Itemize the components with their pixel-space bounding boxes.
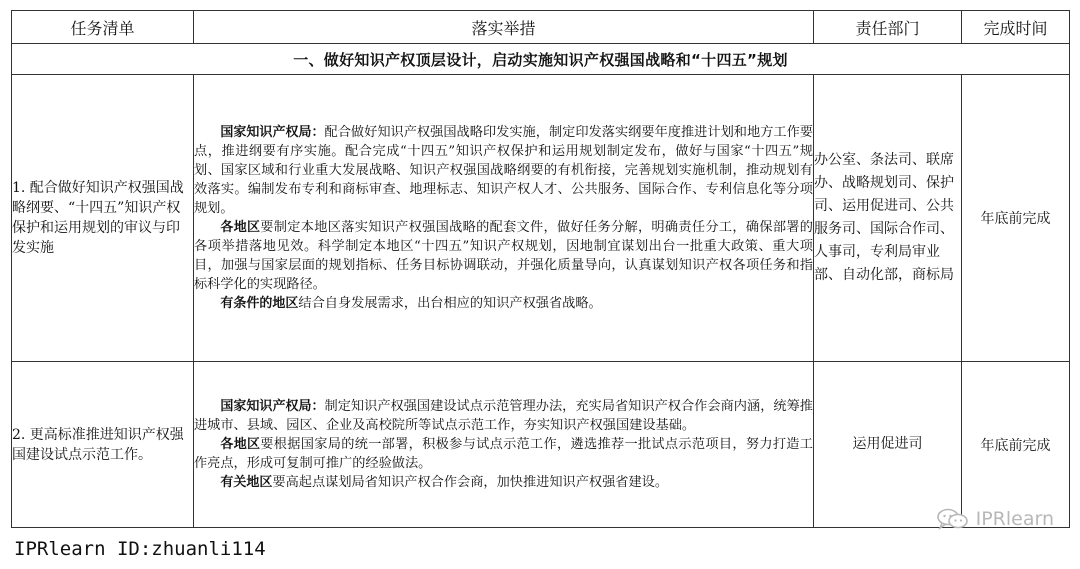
section-row [12, 44, 1070, 75]
footer-id: IPRlearn ID:zhuanli114 [14, 538, 266, 560]
measures-cell [194, 75, 814, 362]
header-deadline: 完成时间 [962, 11, 1070, 44]
measure-lead: 国家知识产权局： [220, 399, 325, 414]
measure-paragraph [194, 218, 813, 294]
wechat-icon [936, 508, 970, 530]
measure-lead: 有条件的地区 [220, 296, 299, 311]
measure-text: 配合做好知识产权强国战略印发实施，制定印发落实纲要年度推进计划和地方工作要点，推进纲要有序实施。配合完成“十四五”知识产权保护和运用规划制定发布，做好与国家“十四五”规划、国家区域和行业重大发展战略、知识产权强国战略纲要的有机衔接，完善规划实施机制，推动规划有效落实。编制发布专利和商标审查、地理标志、知识产权人才、公共服务、国际合作、专利信息化等分项规划。 [194, 125, 813, 216]
header-task: 任务清单 [12, 11, 194, 44]
measure-text: 要高起点谋划局省知识产权合作会商，加快推进知识产权强省建设。 [272, 475, 669, 490]
department-cell: 运用促进司 [814, 362, 962, 528]
task-cell: 2. 更高标准推进知识产权强国建设试点示范工作。 [12, 362, 194, 528]
header-row [12, 11, 1070, 44]
header-measures: 落实举措 [194, 11, 814, 44]
measure-lead: 各地区 [220, 437, 261, 452]
header-department: 责任部门 [814, 11, 962, 44]
watermark-text: IPRlearn [975, 508, 1054, 530]
task-cell: 1. 配合做好知识产权强国战略纲要、“十四五”知识产权保护和运用规划的审议与印发实施 [12, 75, 194, 362]
measure-text: 要制定本地区落实知识产权强国战略的配套文件，做好任务分解，明确责任分工，确保部署的各项举措落地见效。科学制定本地区“十四五”知识产权规划，因地制宜谋划出台一批重大政策、重大项目，加强与国家层面的规划指标、任务目标协调联动，并强化质量导向，认真谋划知识产权各项任务和指标科学化的实现路径。 [194, 220, 813, 292]
deadline-cell: 年底前完成 [962, 75, 1070, 362]
table-row [12, 362, 1070, 528]
section-title: 一、做好知识产权顶层设计，启动实施知识产权强国战略和“十四五”规划 [12, 44, 1070, 75]
measure-lead: 各地区 [220, 220, 261, 235]
measure-text: 要根据国家局的统一部署，积极参与试点示范工作，遴选推荐一批试点示范项目，努力打造工作亮点，形成可复制可推广的经验做法。 [194, 437, 813, 471]
measure-paragraph [194, 435, 813, 473]
measure-paragraph [194, 473, 813, 492]
measure-text: 制定知识产权强国建设试点示范管理办法，充实局省知识产权合作会商内涵，统筹推进城市、县域、园区、企业及高校院所等试点示范工作，夯实知识产权强国建设基础。 [194, 399, 813, 433]
deadline-cell: 年底前完成 [962, 362, 1070, 528]
table-row [12, 75, 1070, 362]
measure-paragraph [194, 123, 813, 218]
department-cell: 办公室、条法司、联席办、战略规划司、保护司、运用促进司、公共服务司、国际合作司、人事司，专利局审业部、自动化部，商标局 [814, 75, 962, 362]
measure-lead: 国家知识产权局： [220, 125, 325, 140]
watermark [936, 508, 1054, 530]
measures-cell [194, 362, 814, 528]
task-table [11, 10, 1070, 528]
measure-paragraph [194, 397, 813, 435]
measure-paragraph [194, 294, 813, 313]
measure-lead: 有关地区 [220, 475, 273, 490]
measure-text: 结合自身发展需求，出台相应的知识产权强省战略。 [298, 296, 602, 311]
